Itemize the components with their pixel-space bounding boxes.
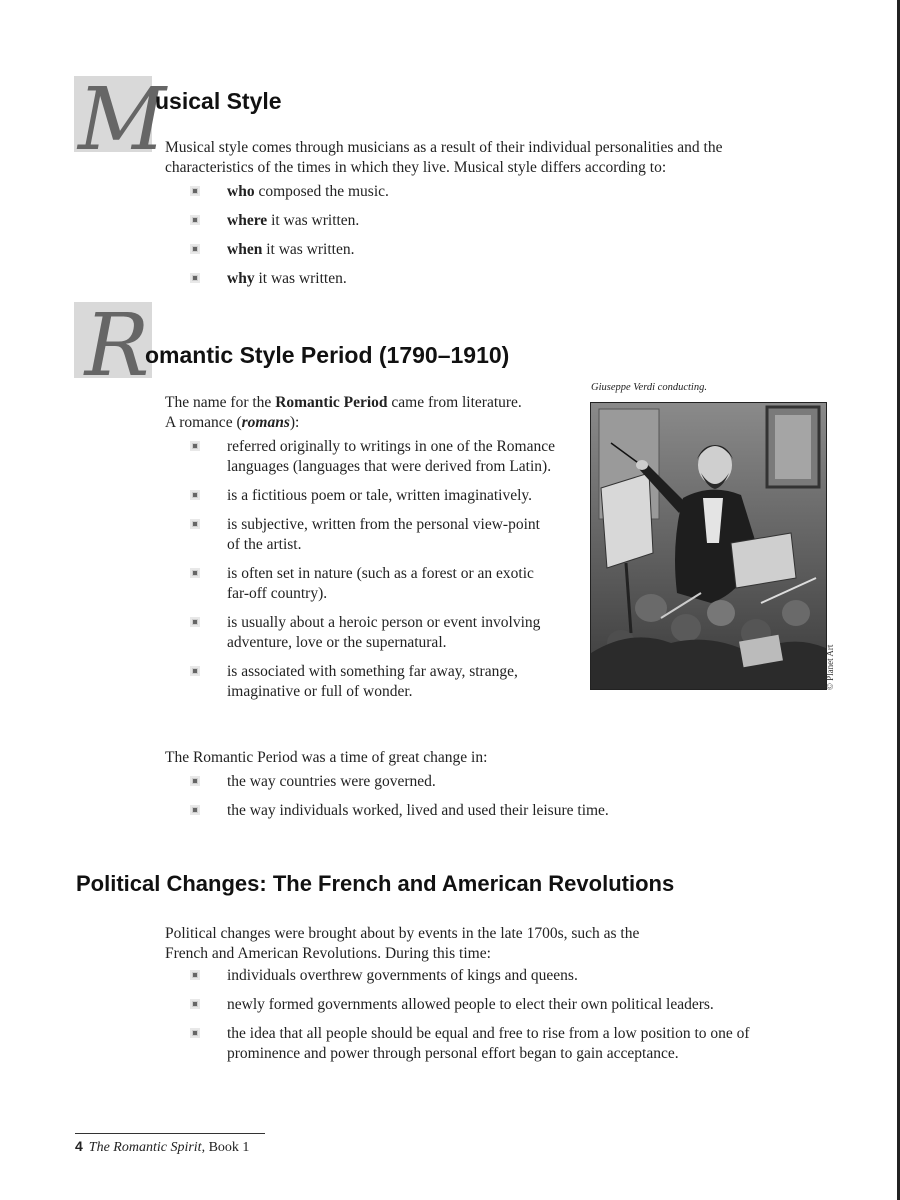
section-title-romantic-period: omantic Style Period (1790–1910) bbox=[145, 342, 510, 368]
verdi-engraving-illustration bbox=[591, 403, 826, 689]
list-item: is usually about a heroic person or event involving adventure, love or the supernatural. bbox=[190, 613, 567, 653]
musical-style-intro: Musical style comes through musicians as a result of their individual personalities and the characteristics of the times in which they live. Musical style differs according to: bbox=[165, 139, 723, 176]
list-item: newly formed governments allowed people to elect their own political leaders. bbox=[190, 995, 820, 1015]
book-title: The Romantic Spirit bbox=[88, 1140, 202, 1155]
political-changes-intro: Political changes were brought about by events in the late 1700s, such as the French and American Revolutions. During this time: bbox=[165, 925, 640, 962]
bullet-icon bbox=[190, 805, 200, 815]
bullet-icon bbox=[190, 999, 200, 1009]
verdi-conducting-photo bbox=[590, 402, 827, 690]
bullet-icon bbox=[190, 617, 200, 627]
list-item: when it was written. bbox=[190, 240, 750, 260]
list-item: where it was written. bbox=[190, 211, 750, 231]
bullet-icon bbox=[190, 244, 200, 254]
list-item: who composed the music. bbox=[190, 182, 750, 202]
footer-rule bbox=[75, 1133, 265, 1134]
bullet-icon bbox=[190, 776, 200, 786]
list-item: why it was written. bbox=[190, 269, 750, 289]
book-suffix: , Book 1 bbox=[201, 1140, 250, 1155]
romance-definition-list bbox=[190, 437, 580, 702]
list-item: is often set in nature (such as a forest or an exotic far-off country). bbox=[190, 564, 547, 604]
bullet-icon bbox=[190, 441, 200, 451]
bullet-icon bbox=[190, 519, 200, 529]
list-item: is associated with something far away, strange, imaginative or full of wonder. bbox=[190, 662, 567, 702]
romantic-change-intro: The Romantic Period was a time of great change in: bbox=[165, 749, 488, 766]
list-item: individuals overthrew governments of kings and queens. bbox=[190, 966, 820, 986]
romantic-period-intro: The name for the Romantic Period came from literature. A romance (romans): bbox=[165, 394, 522, 431]
political-changes-list bbox=[190, 966, 820, 1064]
dropcap-r: R bbox=[74, 302, 152, 378]
bullet-icon bbox=[190, 490, 200, 500]
musical-style-list bbox=[190, 182, 750, 289]
list-item: the way countries were governed. bbox=[190, 772, 790, 792]
bullet-icon bbox=[190, 568, 200, 578]
bullet-icon bbox=[190, 186, 200, 196]
photo-credit: © Planet Art bbox=[825, 644, 835, 690]
dropcap-m: M bbox=[74, 76, 152, 152]
bullet-icon bbox=[190, 1028, 200, 1038]
list-item: is subjective, written from the personal view-point of the artist. bbox=[190, 515, 547, 555]
page-footer bbox=[75, 1138, 249, 1156]
bullet-icon bbox=[190, 666, 200, 676]
page-number: 4 bbox=[75, 1138, 83, 1154]
bullet-icon bbox=[190, 273, 200, 283]
romantic-change-list bbox=[190, 772, 790, 821]
list-item: referred originally to writings in one of the Romance languages (languages that were derived from Latin). bbox=[190, 437, 580, 477]
bullet-icon bbox=[190, 970, 200, 980]
figure-caption: Giuseppe Verdi conducting. bbox=[591, 382, 707, 393]
list-item: is a fictitious poem or tale, written imaginatively. bbox=[190, 486, 580, 506]
list-item: the idea that all people should be equal and free to rise from a low position to one of prominence and power through personal effort began to gain acceptance. bbox=[190, 1024, 817, 1064]
section-title-musical-style: usical Style bbox=[155, 88, 282, 114]
bullet-icon bbox=[190, 215, 200, 225]
section-title-political-changes: Political Changes: The French and American Revolutions bbox=[76, 871, 675, 896]
list-item: the way individuals worked, lived and used their leisure time. bbox=[190, 801, 790, 821]
